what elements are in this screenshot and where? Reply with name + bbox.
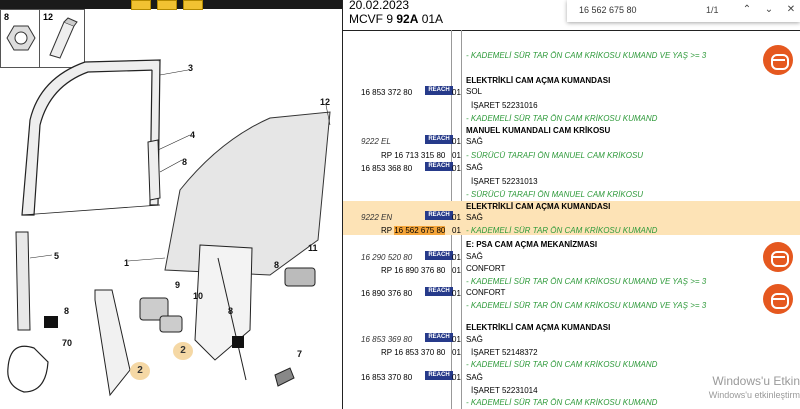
part-number[interactable]: 9222 EL [361, 137, 391, 146]
part-number[interactable]: 16 853 370 80 [361, 373, 413, 382]
part-side: SAĞ [466, 335, 483, 344]
part-mark: İŞARET 52148372 [471, 348, 538, 357]
part-label: 11 [308, 243, 318, 253]
thumbnail-number: 8 [4, 12, 10, 22]
quantity: 01 [452, 266, 461, 275]
part-label: 8 [274, 260, 280, 270]
part-mark: İŞARET 52231013 [471, 177, 538, 186]
replacement-part[interactable]: RP 16 890 376 80 [381, 266, 446, 275]
part-label: 70 [62, 338, 73, 348]
activation-watermark: Windows'u etkinleştirm [708, 390, 800, 400]
part-number[interactable]: 16 890 376 80 [361, 289, 413, 298]
part-label: 8 [182, 157, 188, 167]
part-side: SAĞ [466, 213, 483, 222]
replacement-part[interactable]: RP 16 713 315 80 [381, 151, 446, 160]
part-callout-2[interactable]: 2 [130, 362, 150, 380]
ecommerce-icon[interactable] [763, 45, 793, 75]
part-side: SAĞ [466, 373, 483, 382]
part-side: SAĞ [466, 163, 483, 172]
catalog-date: 20.02.2023 [349, 0, 410, 12]
variant-note: - KADEMELİ SÜR TAR ÖN CAM KRİKOSU KUMAND VE YAŞ >= 3 [466, 51, 707, 60]
parts-list-panel [343, 0, 800, 409]
part-label: 7 [297, 349, 303, 359]
variant-note: - KADEMELİ SÜR TAR ÖN CAM KRİKOSU KUMAND VE YAŞ >= 3 [466, 277, 707, 286]
reach-badge: REACH [425, 371, 453, 380]
find-bar [567, 0, 800, 22]
quantity: 01 [452, 373, 461, 382]
parts-diagram-panel [0, 0, 343, 409]
replacement-part[interactable] [381, 226, 445, 235]
reach-badge: REACH [425, 333, 453, 342]
part-title: ELEKTRİKLİ CAM AÇMA KUMANDASI [466, 76, 611, 85]
variant-note: - KADEMELİ SÜR TAR ÖN CAM KRİKOSU KUMAND VE YAŞ >= 3 [466, 301, 707, 310]
part-title: ELEKTRİKLİ CAM AÇMA KUMANDASI [466, 202, 611, 211]
part-number[interactable]: 16 853 369 80 [361, 335, 413, 344]
reach-badge: REACH [425, 287, 453, 296]
part-label: 10 [193, 291, 204, 301]
reach-badge: REACH [425, 211, 453, 220]
part-label: 8 [228, 306, 234, 316]
part-config: CONFORT [466, 264, 506, 273]
part-side: SAĞ [466, 137, 483, 146]
ecommerce-icon[interactable] [763, 242, 793, 272]
variant-note: - SÜRÜCÜ TARAFI ÖN MANUEL CAM KRİKOSU [466, 190, 644, 199]
part-title: ELEKTRİKLİ CAM AÇMA KUMANDASI [466, 323, 611, 332]
part-mark: İŞARET 52231014 [471, 386, 538, 395]
find-count: 1/1 [706, 5, 719, 15]
thumbnail-number: 12 [43, 12, 54, 22]
part-label: 3 [188, 63, 194, 73]
variant-note: - SÜRÜCÜ TARAFI ÖN MANUEL CAM KRİKOSU [466, 151, 644, 160]
variant-note: - KADEMELİ SÜR TAR ÖN CAM KRİKOSU KUMAND [466, 226, 658, 235]
variant-note: - KADEMELİ SÜR TAR ÖN CAM KRİKOSU KUMAND [466, 398, 658, 407]
part-callout-2[interactable]: 2 [173, 342, 193, 360]
part-mark: İŞARET 52231016 [471, 101, 538, 110]
exploded-view-drawing [0, 0, 342, 409]
table-top-rule [343, 30, 800, 31]
replacement-part[interactable]: RP 16 853 370 80 [381, 348, 446, 357]
activation-watermark: Windows'u Etkin [712, 374, 800, 388]
quantity: 01 [452, 226, 461, 235]
part-number[interactable]: 16 853 368 80 [361, 164, 413, 173]
part-number[interactable]: 9222 EN [361, 213, 393, 222]
catalog-code-suffix: 01A [418, 12, 444, 26]
part-label: 12 [320, 97, 331, 107]
search-hit: 16 562 675 80 [394, 226, 446, 235]
part-title: E: PSA CAM AÇMA MEKANİZMASI [466, 240, 598, 249]
part-side: SAĞ [466, 252, 483, 261]
catalog-code-prefix: MCVF 9 [349, 12, 397, 26]
quantity: 01 [452, 164, 461, 173]
part-title: MANUEL KUMANDALI CAM KRİKOSU [466, 126, 611, 135]
reach-badge: REACH [425, 86, 453, 95]
variant-note: - KADEMELİ SÜR TAR ÖN CAM KRİKOSU KUMAND [466, 360, 658, 369]
quantity: 01 [452, 253, 461, 262]
part-config: CONFORT [466, 288, 506, 297]
reach-badge: REACH [425, 251, 453, 260]
variant-note: - KADEMELİ SÜR TAR ÖN CAM KRİKOSU KUMAND [466, 114, 658, 123]
quantity: 01 [452, 137, 461, 146]
part-label: 5 [54, 251, 60, 261]
part-label: 8 [64, 306, 70, 316]
quantity: 01 [452, 151, 461, 160]
close-icon[interactable]: ✕ [786, 4, 796, 15]
replacement-prefix: RP [381, 226, 395, 235]
part-label: 4 [190, 130, 196, 140]
part-side: SOL [466, 87, 483, 96]
part-label: 9 [175, 280, 181, 290]
catalog-code-bold: 92A [396, 12, 419, 26]
quantity: 01 [452, 348, 461, 357]
quantity: 01 [452, 88, 461, 97]
reach-badge: REACH [425, 135, 453, 144]
catalog-code [349, 12, 443, 26]
part-number[interactable]: 16 290 520 80 [361, 253, 413, 262]
part-label: 1 [124, 258, 130, 268]
find-next-icon[interactable]: ⌄ [764, 4, 774, 15]
quantity: 01 [452, 289, 461, 298]
find-prev-icon[interactable]: ⌃ [742, 4, 752, 15]
quantity: 01 [452, 213, 461, 222]
quantity: 01 [452, 335, 461, 344]
part-number[interactable]: 16 853 372 80 [361, 88, 413, 97]
reach-badge: REACH [425, 162, 453, 171]
find-input[interactable]: 16 562 675 80 [579, 5, 637, 15]
ecommerce-icon[interactable] [763, 284, 793, 314]
